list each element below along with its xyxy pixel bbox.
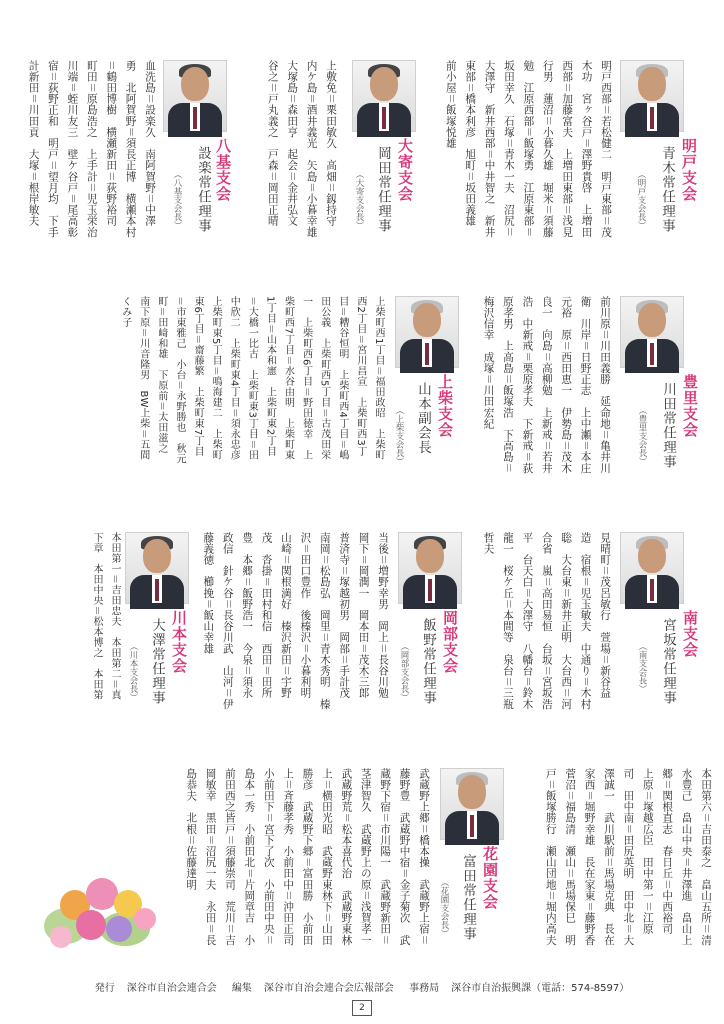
member-line: 当後＝増野幸男 岡上＝長谷川勉	[377, 532, 389, 699]
member-line: 島本一秀 小前田北＝片岡章吉 小	[243, 768, 256, 946]
member-line: 1丁目＝山本和憲 上柴町東2丁目	[264, 296, 276, 457]
portrait-kawata	[620, 296, 684, 368]
member-line: 平 台天白＝大澤守 八幡台＝鈴木	[521, 532, 534, 710]
member-line: 茂 沓掛＝田村和信 西田＝田所	[260, 532, 273, 699]
member-line: 大澤守 新井西部＝中井智之 新井	[483, 60, 496, 238]
member-line: 町＝田﨑和雄 下原前＝太田滋之	[155, 296, 167, 454]
member-line: 沢＝田口豊作 後榛沢＝小暮利明	[299, 532, 312, 699]
branch-hakki	[27, 60, 235, 295]
member-line: ＝大橋一比古 上柴町東3丁目＝田	[246, 296, 258, 461]
member-line: 藤野豊 武蔵野中宿＝金子菊次 武	[398, 768, 411, 946]
branch-kamishiba	[115, 296, 465, 531]
flower-bouquet-illustration	[30, 868, 170, 964]
officer-sub: （豊里支会長）	[637, 406, 647, 466]
member-line: 蔵野下宿＝市川陽一 武蔵野新田＝	[379, 768, 392, 946]
member-line: 東6丁目＝齋藤繁 上柴町東7丁目	[192, 296, 204, 457]
member-line: 聡 大台東＝新井正明 大台西＝河	[560, 532, 573, 710]
member-line: 南下原＝川音隆男 BW上柴＝五間	[137, 296, 149, 461]
member-line: 原孝男 上高島＝飯塚浩 下高島＝	[501, 296, 514, 474]
member-line: 司 田中南＝田尻英明 田中北＝大	[622, 768, 635, 946]
branch-name: 八基支会	[214, 138, 232, 202]
editor-label: 編集	[231, 983, 252, 994]
member-line: 澤誠一 武川駅前＝馬場克典 長在	[602, 768, 615, 946]
member-line: 合省 嵐＝高田易恒 台坂＝宮坂浩	[540, 532, 553, 710]
member-line: 上＝斉藤孝秀 小前田中＝沖田正司	[282, 768, 295, 946]
officer-sub: （八基支会長）	[172, 170, 182, 230]
portrait-tomita	[440, 768, 504, 840]
member-line: 上原＝塚越広臣 田中第一＝江原	[641, 768, 654, 935]
officer-title: 山本副会長	[415, 382, 431, 455]
member-line: 勇 北阿賀野＝須長正博 横瀬本村	[124, 60, 137, 238]
officer-title: 岡田常任理事	[375, 146, 391, 233]
member-line: 郷＝関根直志 春日丘＝中西裕司	[661, 768, 674, 935]
officer-title: 設楽常任理事	[195, 146, 211, 233]
officer-title: 飯野常任理事	[420, 618, 436, 705]
member-line: 中欣二 上柴町東4丁目＝須永忠彦	[228, 296, 240, 461]
member-line: 前川原＝川田義勝 延命地＝亀井川	[599, 296, 611, 474]
branch-name: 明戸支会	[680, 138, 698, 202]
member-line: 上敷免＝栗田敏久 高畑＝釼持守	[325, 60, 337, 227]
member-list	[175, 768, 433, 968]
member-line: 造 宿根＝児玉敏夫 中通り＝木村	[579, 532, 592, 710]
member-line: 山崎＝関根満好 榛沢新田＝宇野	[279, 532, 292, 699]
member-line: 梅沢信幸 成塚＝川田宏紀	[482, 296, 495, 430]
member-line: 元裕 原＝西田恵一 伊勢島＝茂木	[560, 296, 573, 474]
member-line: 見晴町＝茂呂敏行 萱場＝新谷益	[599, 532, 611, 699]
member-line: 武蔵野上郷＝橋本操 武蔵野上宿＝	[418, 768, 430, 946]
member-line: 本田第一＝吉田忠夫 本田第二＝真	[109, 532, 120, 700]
member-line: くみ子	[119, 296, 131, 328]
member-line: 宿＝荻野正和 明戸＝望月均 下手	[46, 60, 59, 238]
publisher-label: 発行	[94, 983, 115, 994]
member-line: 浩 中新戒＝栗原孝夫 下新戒＝荻	[521, 296, 534, 474]
member-line: 田公義 上柴町西5丁目＝古茂田栄	[318, 296, 330, 461]
member-line: 内ケ島＝酒井義光 矢島＝小暮幸雄	[305, 60, 318, 238]
member-list	[240, 60, 340, 288]
member-line: 明戸西部＝若松健二 明戸東部＝茂	[600, 60, 612, 238]
publisher: 深谷市自治会連合会	[126, 983, 217, 994]
footer	[0, 979, 724, 994]
portrait-miyasaka	[620, 532, 684, 604]
member-line: 前田西之皆戸＝須藤崇司 荒川＝吉	[223, 768, 236, 946]
branch-kawamoto	[85, 532, 193, 767]
officer-sub: （明戸支会長）	[636, 170, 646, 230]
member-line: 政信 針ケ谷＝長谷川武 山河＝伊	[221, 532, 234, 710]
member-line: 谷之＝戸丸義之 戸森＝岡田正晴	[266, 60, 279, 227]
portrait-shitara	[163, 60, 227, 132]
member-line: 勝彦 武蔵野下郷＝富田勝 小前田	[301, 768, 314, 946]
member-line: ＝市東雅己 小台＝永野勝也 秋元	[173, 296, 185, 464]
editor: 深谷市自治会連合会広報部会	[263, 983, 394, 994]
member-line: 哲夫	[482, 532, 495, 555]
branch-name: 上柴支会	[436, 374, 454, 438]
officer-sub: （南支会長）	[637, 642, 647, 693]
portrait-yamamoto	[395, 296, 459, 368]
officer-title: 宮坂常任理事	[660, 618, 676, 705]
member-line: 龍一 桜ケ丘＝本間等 泉台＝三瓶	[501, 532, 514, 710]
member-line: 普済寺＝塚越初男 岡部＝手計茂	[338, 532, 351, 699]
member-line: ＝鶴田博樹 横瀬新田＝荻野裕司	[105, 60, 118, 227]
officer-sub: （川本支会長）	[128, 642, 138, 702]
member-list	[115, 296, 387, 524]
member-line: 木功 宮ヶ谷戸＝澤野貴啓 上増田	[580, 60, 593, 238]
member-line: 下章 本田中央＝松本博之 本田第	[91, 532, 102, 700]
member-line: 一 上柴町西6丁目＝野田徳幸 上	[300, 296, 312, 461]
branch-name: 花園支会	[481, 846, 499, 910]
officer-title: 青木常任理事	[659, 146, 675, 233]
member-line: 大塚島＝森田亨 起会＝金井弘文	[286, 60, 299, 227]
officer-sub: （大寄支会長）	[354, 170, 364, 230]
member-line: 川端＝蛭川友三 壁ケ谷戸＝尾高彰	[66, 60, 79, 238]
member-line: 茎津智久 武蔵野上の原＝浅賀孝一	[359, 768, 372, 946]
officer-sub: （花園支会長）	[439, 878, 449, 938]
member-line: 豊 本郷＝飯野浩一 今泉＝須永	[241, 532, 254, 699]
officer-title: 大澤常任理事	[149, 618, 165, 705]
member-line: 南岡＝松島弘 岡里＝青木秀明 榛	[318, 532, 331, 710]
member-line: 目＝糟谷恒明 上柴町西4丁目＝嶋	[336, 296, 348, 461]
portrait-iino	[398, 532, 462, 604]
member-line: 家西＝堀野幸雄 長在家東＝藤野香	[583, 768, 596, 946]
portrait-okada	[352, 60, 416, 132]
member-line: 島恭夫 北根＝佐藤達明	[185, 768, 198, 891]
member-line: 小前田下＝宮下了次 小前田中央＝	[262, 768, 275, 946]
branch-name: 岡部支会	[441, 610, 459, 674]
branch-name: 大寄支会	[396, 138, 414, 202]
member-list	[198, 532, 392, 760]
member-line: 良一 向島＝高柳勉 上新戒＝若井	[540, 296, 553, 474]
member-line: 衛 川岸＝日野正志 上中瀬＝本庄	[579, 296, 592, 474]
member-line: 西2丁目＝宮川昌宣 上柴町西3丁	[354, 296, 366, 457]
officer-title: 川田常任理事	[660, 382, 676, 469]
portrait-aoki	[620, 60, 684, 132]
branch-ohyose	[240, 60, 430, 295]
member-line: 武蔵野荒＝松本喜代治 武蔵野東林	[340, 768, 353, 946]
member-line: 岡敏幸 黒田＝沼尻一夫 永田＝長	[204, 768, 217, 946]
branch-minami	[470, 532, 715, 767]
member-line: 上柴町東5丁目＝鳴海建二 上柴町	[210, 296, 222, 461]
officer-title: 富田常任理事	[460, 854, 476, 941]
member-line: 計新田＝川田貢 大塚＝根岸敏夫	[27, 60, 40, 227]
branch-continued	[535, 768, 715, 1003]
member-line: 坂田幸久 石塚＝青木一夫 沼尻＝	[502, 60, 515, 238]
member-list	[435, 60, 615, 288]
member-line: 西部＝加藤富夫 上増田東部＝浅見	[561, 60, 574, 238]
member-line: 菅沼＝福島清 瀬山＝馬場保巳 明	[564, 768, 577, 946]
office: 深谷市自治振興課（電話：574-8597）	[451, 983, 630, 994]
page-number: 2	[352, 1000, 372, 1016]
member-line: 本田第六＝吉田泰之 畠山五所＝清	[700, 768, 712, 946]
officer-sub: （上柴支会長）	[394, 406, 404, 466]
member-line: 柴町西7丁目＝水谷由明 上柴町東	[282, 296, 294, 461]
member-line: 前小屋＝飯塚悦雄	[444, 60, 457, 149]
member-line: 東部＝橋本利彦 旭町＝坂田義雄	[464, 60, 477, 227]
member-line: 水豊己 畠山中央＝井澤進 畠山上	[680, 768, 693, 946]
member-list	[535, 768, 715, 996]
branch-name: 川本支会	[170, 610, 188, 674]
member-line: 上＝横田光昭 武蔵野東林下＝山田	[320, 768, 333, 946]
member-line: 岡下＝岡潤一 岡本田＝茂木三郎	[357, 532, 370, 699]
branch-ake	[435, 60, 715, 295]
branch-name: 南支会	[681, 610, 699, 658]
member-list	[470, 296, 614, 524]
member-list	[470, 532, 614, 760]
member-list	[85, 532, 123, 760]
member-line: 勉 江原西部＝飯塚勇 江原東部＝	[522, 60, 535, 238]
member-line: 血洗島＝設楽久 南阿賀野＝中澤	[144, 60, 156, 227]
member-line: 行男 蓮沼＝小暮久雄 堀米＝須藤	[541, 60, 554, 238]
branch-hanazono	[175, 768, 530, 1003]
portrait-osawa	[125, 532, 189, 604]
member-line: 戸＝飯塚勝行 瀬山団地＝堀内高夫	[544, 768, 557, 946]
branch-toyosato	[470, 296, 715, 531]
member-list	[27, 60, 159, 288]
office-label: 事務局	[409, 983, 440, 994]
branch-okabe	[198, 532, 465, 767]
officer-sub: （岡部支会長）	[399, 642, 409, 702]
member-line: 町田＝原島浩之 上手計＝児玉栄治	[85, 60, 98, 238]
member-line: 上柴町西1丁目＝福田政昭 上柴町	[373, 296, 384, 461]
branch-name: 豊里支会	[681, 374, 699, 438]
member-line: 藤義徳 櫛挽＝飯山幸雄	[202, 532, 215, 655]
